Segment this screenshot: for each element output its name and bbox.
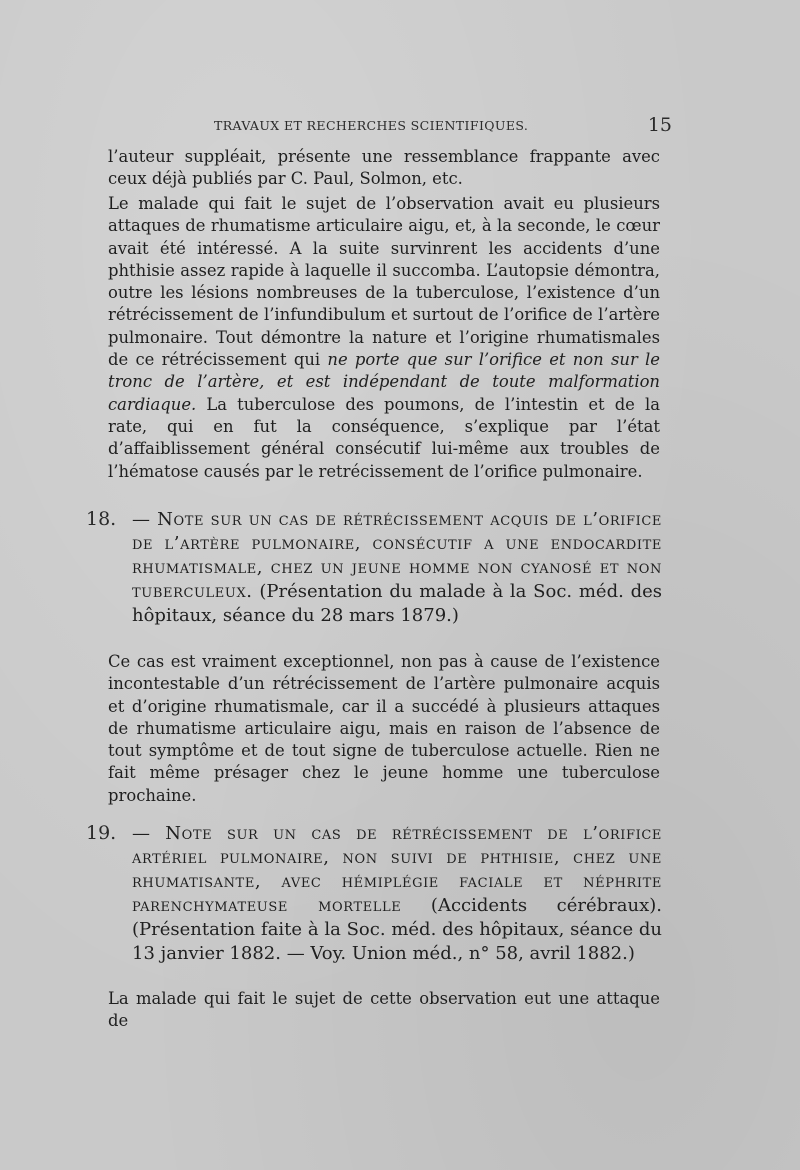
- section-citation: (Accidents cérébraux). (Présentation faite à la Soc. méd. des hôpitaux, séance du 13 janvier 1882. — Voy. Union méd., n° 58, avril 1882.): [132, 895, 663, 964]
- paragraph-autopsy: [108, 193, 660, 483]
- section-citation: (Présentation du malade à la Soc. méd. des hôpitaux, séance du 28 mars 1879.): [132, 581, 662, 626]
- paragraph-text: l’auteur suppléait, présente une ressemblance frappante avec ceux déjà publiés par C. Paul, Solmon, etc.: [108, 147, 660, 189]
- section-title: — Note sur un cas de rétrécissement acquis de l’orifice de l’artère pulmonaire, consécutif a une endocardite rhumatismale, chez un jeune homme non cyanosé et non tuberculeux.: [132, 509, 662, 602]
- section-title: — Note sur un cas de rétrécissement de l’orifice artériel pulmonaire, non suivi de phthisie, chez une rhumatisante, avec hémiplégie faciale et néphrite parenchymateuse mortelle: [132, 823, 662, 916]
- paragraph-text: Ce cas est vraiment exceptionnel, non pas à cause de l’existence incontestable d’un rétrécissement de l’artère pulmonaire acquis et d’origine rhumatismale, car il a succédé à plusieurs attaques de rhumatisme articulaire aigu, mais en raison de l’absence de tout symptôme et de tout signe de tuberculose actuelle. Rien ne fait même présager chez le jeune homme une tuberculose prochaine.: [108, 652, 660, 805]
- paragraph-text-end: La tuberculose des poumons, de l’intestin et de la rate, qui en fut la conséquence, s’explique par l’état d’affaiblissement général consécutif lui-même aux troubles de l’hématose causés par le retrécissement de l’orifice pulmonaire.: [108, 394, 660, 481]
- page-number: 15: [647, 114, 672, 136]
- paragraph-final: [108, 988, 660, 1033]
- section-number: 19.: [86, 822, 117, 844]
- running-head: [108, 114, 672, 140]
- paragraph-continued: [108, 146, 660, 191]
- paragraph-text-start: Le malade qui fait le sujet de l’observation avait eu plusieurs attaques de rhumatisme articulaire aigu, et, à la seconde, le cœur avait été intéressé. A la suite survinrent les accidents d’une phthisie assez rapide à laquelle il succomba. L’autopsie démontra, outre les lésions nombreuses de la tuberculose, l’existence d’un rétrécissement de l’infundibulum et surtout de l’orifice de l’artère pulmonaire. Tout démontre la nature et l’origine rhumatismales de ce rétrécissement qui: [108, 194, 660, 370]
- section-number: 18.: [86, 508, 117, 530]
- paragraph-exceptional-case: [108, 651, 660, 807]
- section-heading: [132, 508, 662, 628]
- paragraph-text-italic: ne porte que sur l’orifice et non sur le tronc de l’artère, et est indépendant de toute malformation cardiaque.: [108, 350, 660, 414]
- paragraph-text: La malade qui fait le sujet de cette observation eut une attaque de: [108, 989, 660, 1031]
- section-heading: [132, 822, 662, 966]
- running-title: TRAVAUX ET RECHERCHES SCIENTIFIQUES.: [214, 118, 529, 133]
